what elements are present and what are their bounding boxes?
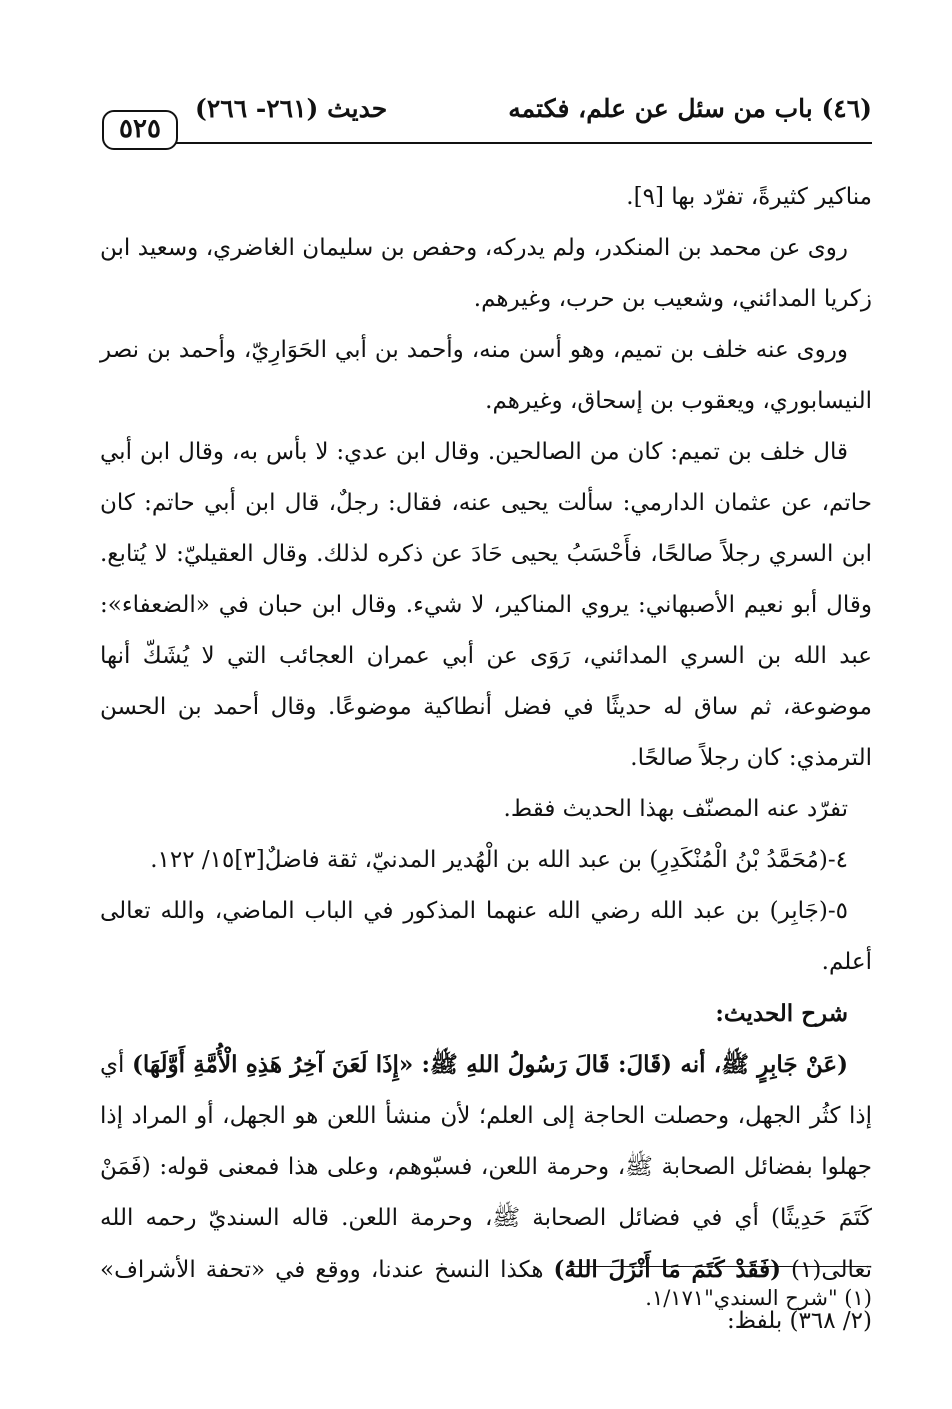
commentary-end: هكذا النسخ عندنا، ووقع في «تحفة الأشراف» (٢/ ٣٦٨) بلفظ: — [100, 1257, 872, 1334]
footnote: (١) "شرح السندي"١/١٧١. — [645, 1286, 872, 1310]
narrator-entry-5: ٥-(جَابِر) بن عبد الله رضي الله عنهما المذكور في الباب الماضي، والله تعالى أعلم. — [100, 898, 872, 975]
footnote-divider — [568, 1266, 870, 1267]
text-paragraph-1: مناكير كثيرةً، تفرّد بها [٩]. — [626, 184, 872, 210]
chapter-title: (٤٦) باب من سئل عن علم، فكتمه — [508, 94, 872, 123]
quran-quote: (فَقَدْ كَتَمَ مَا أَنْزَلَ اللهُ) — [553, 1256, 781, 1283]
text-paragraph-3: وروى عنه خلف بن تميم، وهو أسن منه، وأحمد بن أبي الحَوَارِيّ، وأحمد بن نصر النيسابوري، ويعقوب بن إسحاق، وغيرهم. — [100, 337, 872, 414]
page-header — [100, 92, 872, 158]
commentary-text: أي إذا كثُر الجهل، وحصلت الحاجة إلى العلم؛ لأن منشأ اللعن هو الجهل، أو المراد إذا جهلوا بفضائل الصحابة ﷺ، وحرمة اللعن، فسبّوهم، وعلى هذا فمعنى قوله: (فَمَنْ كَتَمَ حَدِيثًا) أي في فضائل الصحابة ﷺ، وحرمة اللعن. قاله السنديّ رحمه الله تعالى(١) — [100, 1052, 873, 1283]
text-paragraph-2: روى عن محمد بن المنكدر، ولم يدركه، وحفص بن سليمان الغاضري، وسعيد ابن زكريا المدائني، وشعيب بن حرب، وغيرهم. — [100, 235, 872, 312]
page-number: ٥٢٥ — [102, 110, 178, 150]
section-heading: شرح الحديث: — [715, 1000, 848, 1027]
hadith-quote: (عَنْ جَابِرٍ ﷺ، أنه (قَالَ: قَالَ رَسُولُ اللهِ ﷺ: «إِذَا لَعَنَ آخِرُ هَذِهِ الْأُمَّةِ أَوَّلَهَا) — [132, 1051, 849, 1078]
main-text — [100, 172, 872, 1347]
hadith-range: حديث (٢٦١- ٢٦٦) — [195, 94, 388, 123]
narrator-entry-4: ٤-(مُحَمَّدُ بْنُ الْمُنْكَدِرِ) بن عبد الله بن الْهُدير المدنيّ، ثقة فاضلٌ[٣]١٥/ ١٢٢. — [150, 847, 848, 873]
header-divider — [176, 142, 872, 144]
text-paragraph-4: قال خلف بن تميم: كان من الصالحين. وقال ابن عدي: لا بأس به، وقال ابن أبي حاتم، عن عثمان الدارمي: سألت يحيى عنه، فقال: رجلٌ، قال ابن أبي حاتم: كان ابن السري رجلاً صالحًا، فأَحْسَبُ يحيى حَادَ عن ذكره لذلك. وقال العقيليّ: لا يُتابع. وقال أبو نعيم الأصبهاني: يروي المناكير، لا شيء. وقال ابن حبان في «الضعفاء»: عبد الله بن السري المدائني، رَوَى عن أبي عمران العجائب التي لا يُشَكّ أنها موضوعة، ثم ساق له حديثًا في فضل أنطاكية موضوعًا. وقال أحمد بن الحسن الترمذي: كان رجلاً صالحًا. — [100, 439, 872, 771]
text-paragraph-5: تفرّد عنه المصنّف بهذا الحديث فقط. — [503, 796, 848, 822]
